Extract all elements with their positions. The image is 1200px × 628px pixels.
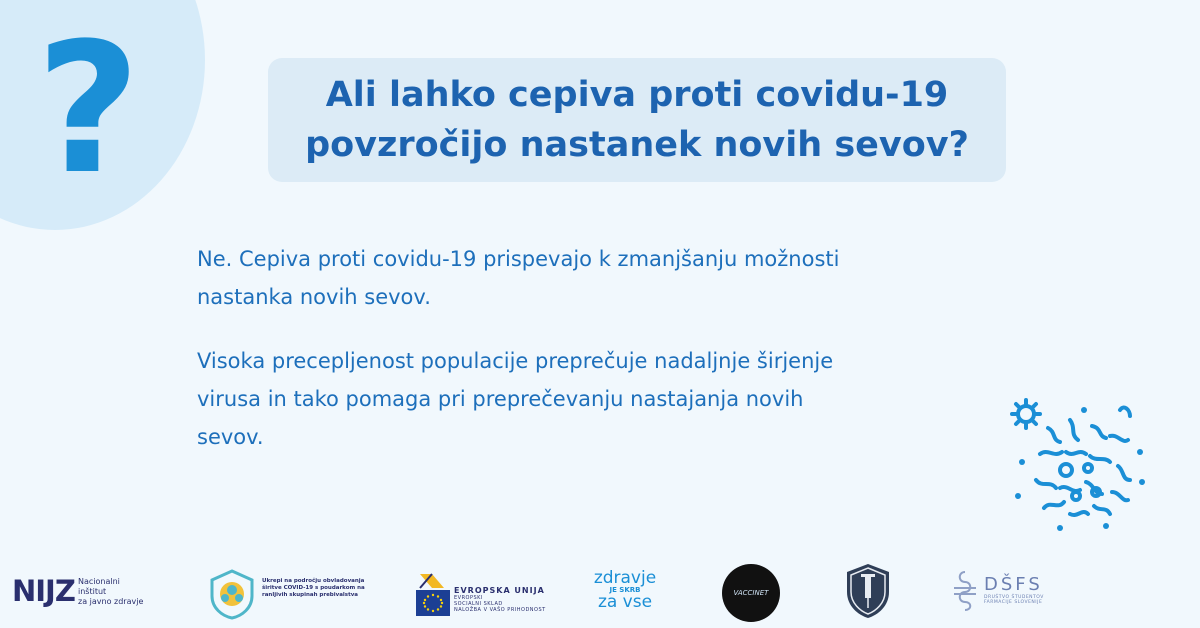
title-line-2: povzročijo nastanek novih sevov? <box>305 125 969 165</box>
dsfs-logo-text <box>984 574 1064 605</box>
eu-line-3: NALOŽBA V VAŠO PRIHODNOST <box>454 607 546 613</box>
eu-line-1: EVROPSKI <box>454 595 483 601</box>
ukrepi-logo-text <box>262 578 372 599</box>
title-line-1: Ali lahko cepiva proti covidu-19 <box>325 75 949 115</box>
eu-title: EVROPSKA UNIJA <box>454 586 545 595</box>
question-mark-icon: ? <box>36 5 141 214</box>
zdravje-line-2: JE SKRB <box>609 586 641 594</box>
ukrepi-line-1: Ukrepi na področju obvladovanja <box>262 578 365 584</box>
explanation-line: virusa in tako pomaga pri preprečevanju nastajanja novih <box>197 387 804 411</box>
eu-line-2: SOCIALNI SKLAD <box>454 601 503 607</box>
explanation-paragraph <box>197 342 833 456</box>
slovenia-arrow-icon <box>418 572 446 590</box>
syringe-shield-icon <box>845 562 891 620</box>
ukrepi-line-2: širitve COVID-19 s poudarkom na <box>262 585 365 591</box>
dsfs-subtitle: DRUŠTVO ŠTUDENTOV FARMACIJE SLOVENIJE <box>984 595 1044 605</box>
nijz-logo-text <box>78 577 148 607</box>
answer-line: Ne. Cepiva proti covidu-19 prispevajo k zmanjšanju možnosti <box>197 247 840 271</box>
answer-line: nastanka novih sevov. <box>197 285 431 309</box>
zdravje-line-1: zdravje <box>593 568 657 588</box>
zdravje-logo <box>590 570 660 610</box>
partner-logos-strip <box>0 556 1200 628</box>
nijz-line-1: Nacionalni inštitut <box>78 577 120 596</box>
ukrepi-shield-icon <box>208 568 256 620</box>
zdravje-line-3: za vse <box>597 592 653 612</box>
answer-paragraph <box>197 240 839 316</box>
ukrepi-line-3: ranljivih skupinah prebivalstva <box>262 592 359 598</box>
explanation-line: Visoka precepljenost populacije preprečuje nadaljnje širjenje <box>197 349 834 373</box>
eu-logo-text <box>454 586 546 613</box>
title-box <box>268 58 1006 182</box>
nijz-line-2: za javno zdravje <box>78 597 144 606</box>
virus-illustration-icon <box>1000 396 1150 538</box>
vaccinet-logo: VACCINET <box>722 564 780 622</box>
dsfs-title: DŠFS <box>984 574 1043 595</box>
explanation-line: sevov. <box>197 425 264 449</box>
dsfs-emblem-icon <box>948 570 982 612</box>
eu-flag-icon <box>416 590 450 616</box>
nijz-logo: NIJZ <box>12 574 75 608</box>
